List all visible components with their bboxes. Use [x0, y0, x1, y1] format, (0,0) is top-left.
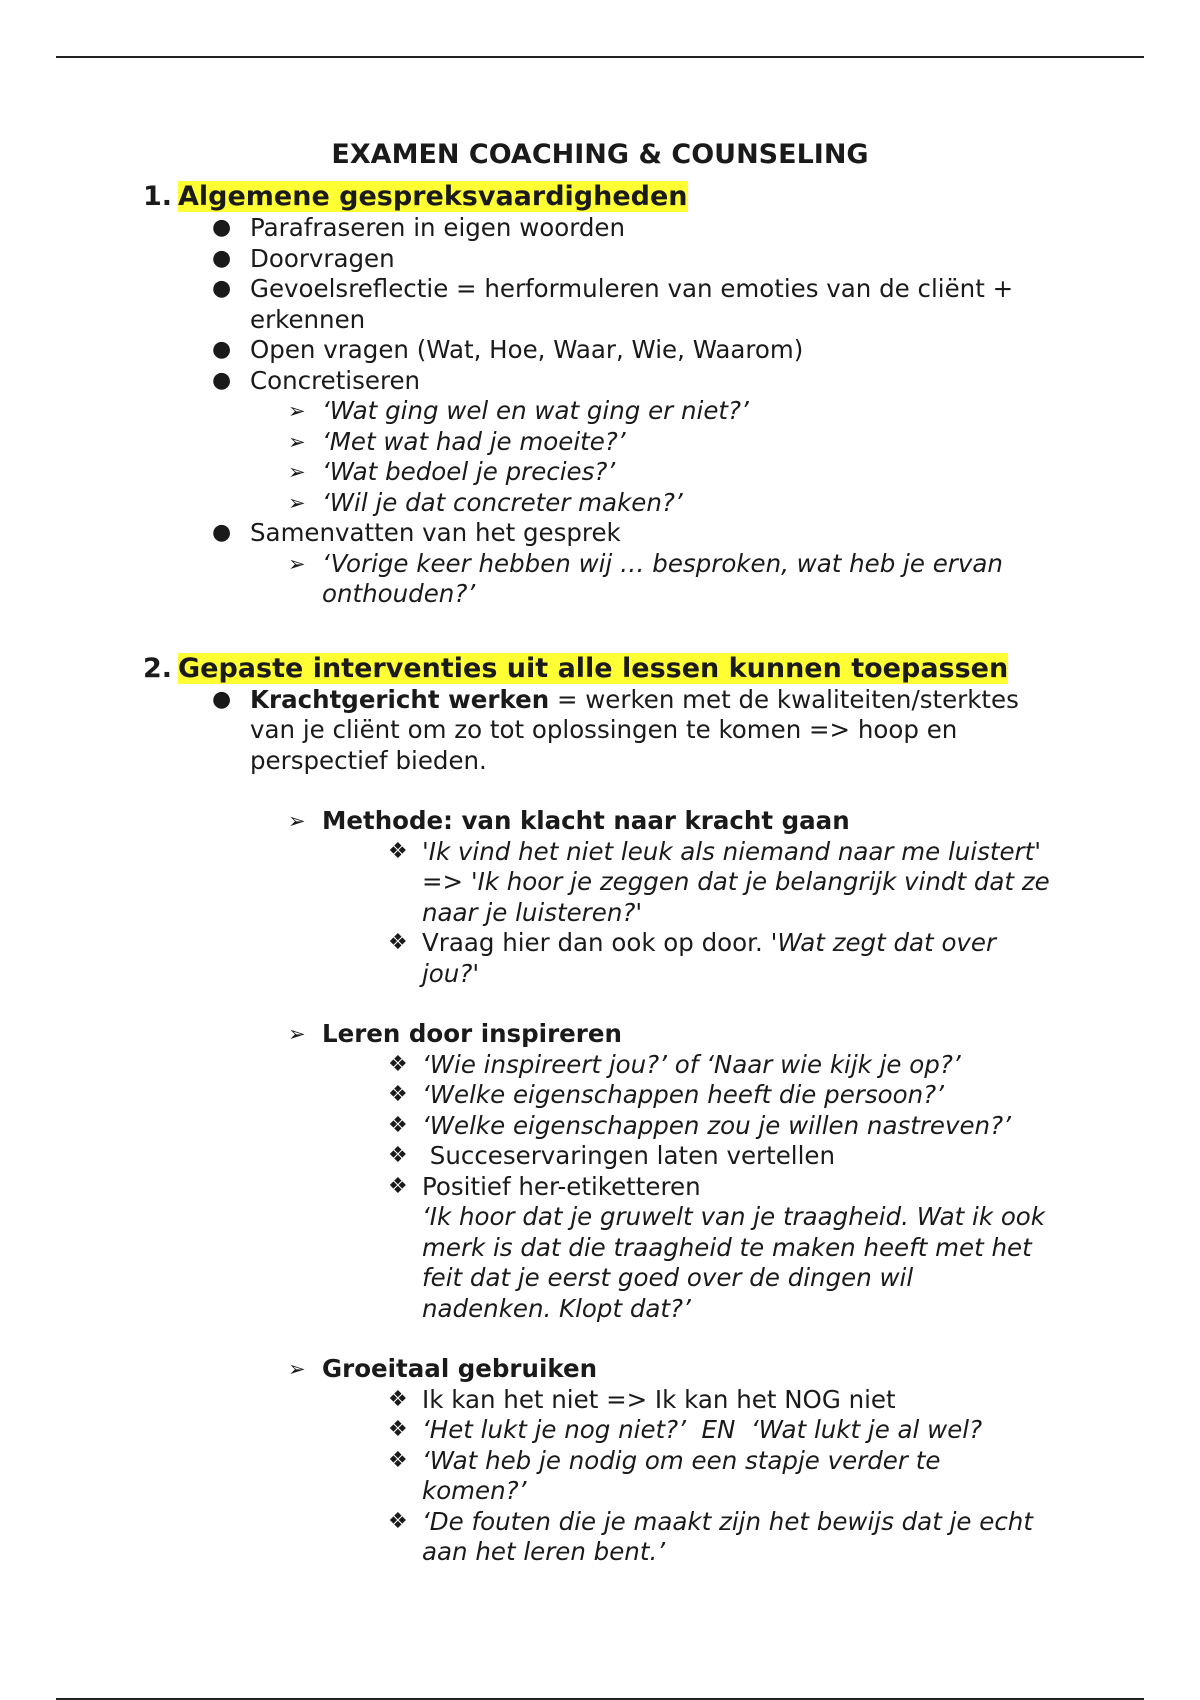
quote-text: ‘Ik hoor dat je gruwelt van je traagheid. Wat ik ook merk is dat die traagheid te maken heeft met het feit dat je eerst goed over de dingen wil nadenken. Klopt dat?’ [422, 1202, 1045, 1323]
section-title: Algemene gespreksvaardigheden [178, 181, 688, 212]
list-item-text: Parafraseren in eigen woorden [250, 213, 626, 242]
list-item-text: Samenvatten van het gesprek [250, 518, 621, 547]
list-item [0, 335, 1200, 366]
arrow-bullet-icon: ➢ [288, 460, 306, 484]
sub-sub-list-item: ❖ Positief her-etiketteren [388, 1171, 701, 1201]
diamond-bullet-icon: ❖ [388, 1417, 408, 1442]
list-item-text: Open vragen (Wat, Hoe, Waar, Wie, Waarom) [250, 335, 804, 364]
term: Krachtgericht werken [250, 684, 550, 714]
list-item [0, 213, 1200, 244]
diamond-bullet-icon: ❖ [388, 1051, 408, 1077]
document-body [0, 138, 1200, 1568]
sub-sub-list-item: ❖ Vraag hier dan ook op door. 'Wat zegt dat over jou?' [388, 928, 997, 988]
sub-sub-list-item: ❖ ‘Het lukt je nog niet?’ EN ‘Wat lukt je al wel? [388, 1415, 983, 1444]
arrow-bullet-icon: ➢ [288, 490, 306, 515]
definition: = werken met de kwaliteiten/sterktes van je cliënt om zo tot oplossingen te komen => hoop en perspectief bieden. [250, 684, 1019, 775]
sub-sub-list-item: ❖ 'Ik vind het niet leuk als niemand naar me luistert' => 'Ik hoor je zeggen dat je belangrijk vindt dat ze naar je luisteren?' [388, 836, 1050, 927]
subsection-heading: ➢ Groeitaal gebruiken [288, 1354, 598, 1383]
diamond-bullet-icon: ❖ [388, 930, 408, 955]
sub-list-item: ➢ ‘Wil je dat concreter maken?’ [288, 487, 683, 517]
bullet-icon: ● [212, 337, 232, 362]
arrow-bullet-icon: ➢ [288, 1022, 306, 1046]
sub-list-item: ➢ ‘Wat ging wel en wat ging er niet?’ [288, 396, 749, 425]
sub-sub-list-item: ❖ ‘Wat heb je nodig om een stapje verder te komen?’ [388, 1445, 941, 1505]
sub-sub-list-item: ❖ Succeservaringen laten vertellen [388, 1141, 836, 1170]
bullet-icon: ● [212, 520, 232, 545]
header-rule [56, 56, 1144, 58]
list-item-text: Doorvragen [250, 243, 395, 273]
list-item [0, 685, 1200, 777]
list-item [0, 518, 1200, 549]
sub-sub-list-item: ❖ ‘Welke eigenschappen heeft die persoon?’ [388, 1080, 944, 1109]
list-item-text: Concretiseren [250, 365, 421, 395]
arrow-bullet-icon: ➢ [288, 809, 306, 833]
bullet-icon: ● [212, 215, 232, 240]
arrow-bullet-icon: ➢ [288, 1357, 306, 1381]
section-title: Gepaste interventies uit alle lessen kunnen toepassen [178, 652, 1009, 684]
sub-sub-list-item: ❖ Ik kan het niet => Ik kan het NOG niet [388, 1384, 896, 1414]
bullet-icon: ● [212, 245, 232, 271]
sub-sub-list-item: ❖ ‘Welke eigenschappen zou je willen nastreven?’ [388, 1110, 1011, 1140]
arrow-bullet-icon: ➢ [288, 399, 306, 423]
subsection-heading: ➢ Leren door inspireren [288, 1019, 622, 1048]
diamond-bullet-icon: ❖ [388, 1082, 408, 1107]
sub-list-item: ➢ ‘Wat bedoel je precies?’ [288, 457, 616, 486]
bullet-icon: ● [212, 276, 232, 301]
sub-list-item: ➢ ‘Vorige keer hebben wij … besproken, wat heb je ervan onthouden?’ [288, 548, 1003, 608]
subsection-heading: ➢ Methode: van klacht naar kracht gaan [288, 806, 850, 835]
diamond-bullet-icon: ❖ [388, 1508, 408, 1534]
page-title: EXAMEN COACHING & COUNSELING [331, 139, 869, 170]
sub-list-item: ➢ ‘Met wat had je moeite?’ [288, 426, 626, 456]
section-1-heading [0, 180, 1200, 213]
section-2-heading [0, 652, 1200, 685]
diamond-bullet-icon: ❖ [388, 1143, 408, 1168]
diamond-bullet-icon: ❖ [388, 1112, 408, 1138]
list-item [0, 366, 1200, 397]
list-item [0, 244, 1200, 275]
bullet-icon: ● [212, 686, 232, 712]
sub-sub-list-item: ❖ ‘De fouten die je maakt zijn het bewijs dat je echt aan het leren bent.’ [388, 1506, 1033, 1566]
footer-rule [56, 1698, 1144, 1700]
diamond-bullet-icon: ❖ [388, 838, 408, 864]
diamond-bullet-icon: ❖ [388, 1173, 408, 1199]
list-item [0, 274, 1200, 335]
list-item-text: Gevoelsreflectie = herformuleren van emoties van de cliënt + erkennen [250, 274, 1014, 334]
bullet-icon: ● [212, 367, 232, 393]
section-number: 2. [143, 652, 173, 684]
arrow-bullet-icon: ➢ [288, 429, 306, 454]
sub-sub-list-item: ❖ ‘Wie inspireert jou?’ of ‘Naar wie kijk je op?’ [388, 1049, 961, 1079]
section-number: 1. [143, 181, 173, 212]
diamond-bullet-icon: ❖ [388, 1386, 408, 1412]
arrow-bullet-icon: ➢ [288, 551, 306, 576]
diamond-bullet-icon: ❖ [388, 1447, 408, 1473]
